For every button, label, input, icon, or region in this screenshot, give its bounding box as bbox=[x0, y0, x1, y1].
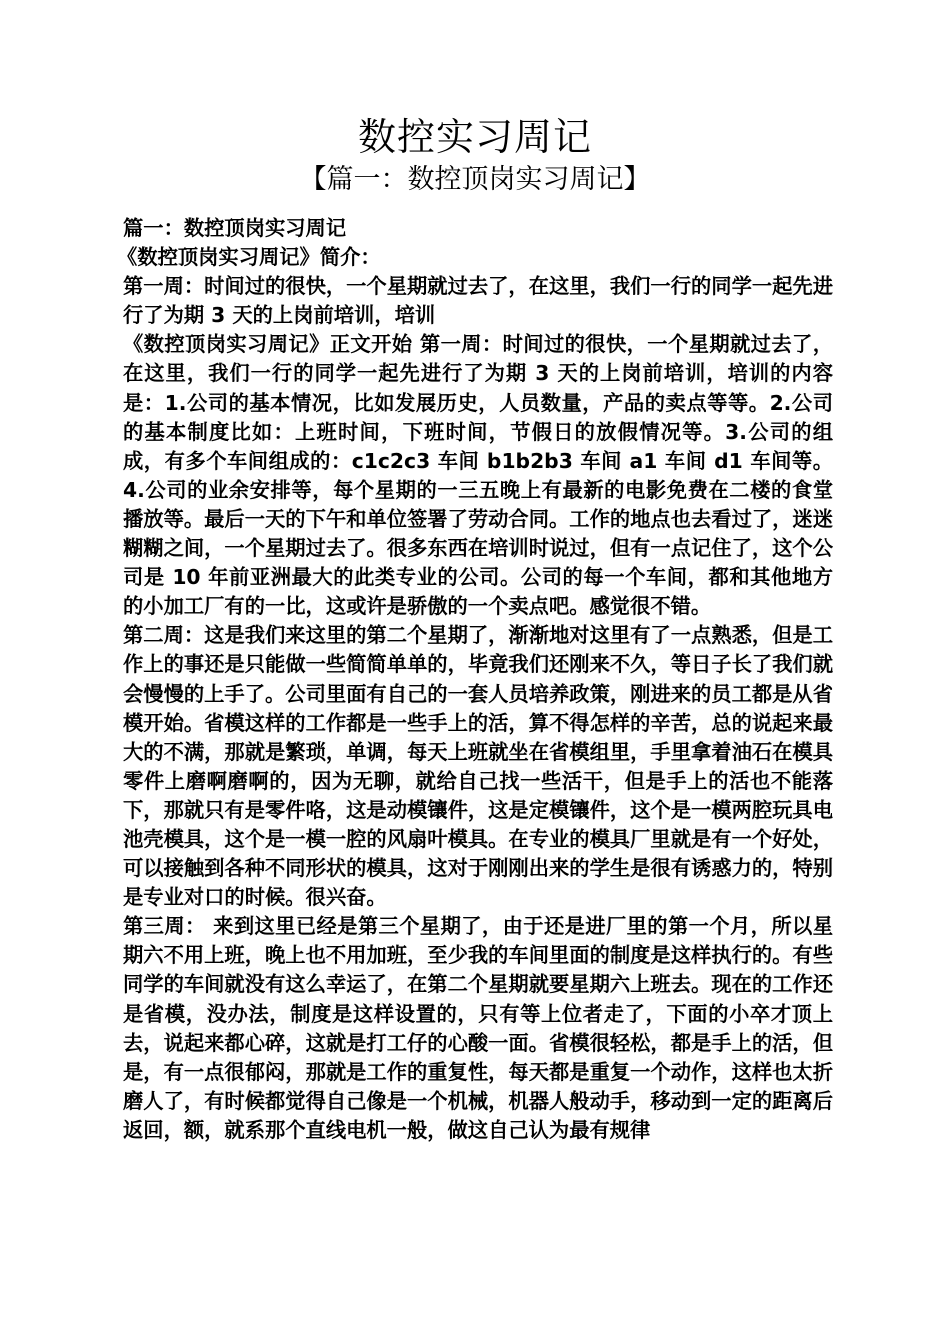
paragraph-week-1: 《数控顶岗实习周记》正文开始 第一周：时间过的很快，一个星期就过去了，在这里，我们一行的同学一起先进行了为期 3 天的上岗前培训，培训的内容是：1.公司的基本情况，比如发展历史，人员数量，产品的卖点等等。2.公司的基本制度比如：上班时间，下班时间，节假日的放假情况等。3.公司的组成，有多个车间组成的：c1c2c3 车间 b1b2b3 车间 a1 车间 d1 车间等。4.公司的业余安排等，每个星期的一三五晚上有最新的电影免费在二楼的食堂播放等。最后一天的下午和单位签署了劳动合同。工作的地点也去看过了，迷迷糊糊之间，一个星期过去了。很多东西在培训时说过，但有一点记住了，这个公司是 10 年前亚洲最大的此类专业的公司。公司的每一个车间，都和其他地方的小加工厂有的一比，这或许是骄傲的一个卖点吧。感觉很不错。 bbox=[123, 332, 833, 619]
paragraph-intro-label: 《数控顶岗实习周记》简介： bbox=[117, 245, 381, 270]
document-subtitle: 【篇一：数控顶岗实习周记】 bbox=[299, 164, 651, 195]
paragraph-week-2: 第二周：这是我们来这里的第二个星期了，渐渐地对这里有了一点熟悉，但是工作上的事还是只能做一些简简单单的，毕竟我们还刚来不久，等日子长了我们就会慢慢的上手了。公司里面有自己的一套人员培养政策，刚进来的员工都是从省模开始。省模这样的工作都是一些手上的活，算不得怎样的辛苦，总的说起来最大的不满，那就是繁琐，单调，每天上班就坐在省模组里，手里拿着油石在模具零件上磨啊磨啊的，因为无聊，就给自己找一些活干，但是手上的活也不能落下，那就只有是零件咯，这是动模镶件，这是定模镶件，这个是一模两腔玩具电池壳模具，这个是一模一腔的风扇叶模具。在专业的模具厂里就是有一个好处，可以接触到各种不同形状的模具，这对于刚刚出来的学生是很有诱惑力的，特别是专业对口的时候。很兴奋。 bbox=[123, 623, 833, 910]
document-title: 数控实习周记 bbox=[357, 115, 592, 159]
paragraph-summary: 第一周：时间过的很快，一个星期就过去了，在这里，我们一行的同学一起先进行了为期 3 天的上岗前培训，培训 bbox=[123, 274, 833, 328]
paragraph-heading: 篇一：数控顶岗实习周记 bbox=[123, 216, 347, 240]
paragraph-week-3: 第三周： 来到这里已经是第三个星期了，由于还是进厂里的第一个月，所以星期六不用上班，晚上也不用加班，至少我的车间里面的制度是这样执行的。有些同学的车间就没有这么幸运了，在第二个星期就要星期六上班去。现在的工作还是省模，没办法，制度是这样设置的，只有等上位者走了，下面的小卒才顶上去，说起来都心碎，这就是打工仔的心酸一面。省模很轻松，都是手上的活，但是，有一点很郁闷，那就是工作的重复性，每天都是重复一个动作，这样也太折磨人了，有时候都觉得自己像是一个机械，机器人般动手，移动到一定的距离后返回，额，就系那个直线电机一般，做这自己认为最有规律 bbox=[123, 914, 833, 1142]
document-body bbox=[117, 214, 833, 1145]
